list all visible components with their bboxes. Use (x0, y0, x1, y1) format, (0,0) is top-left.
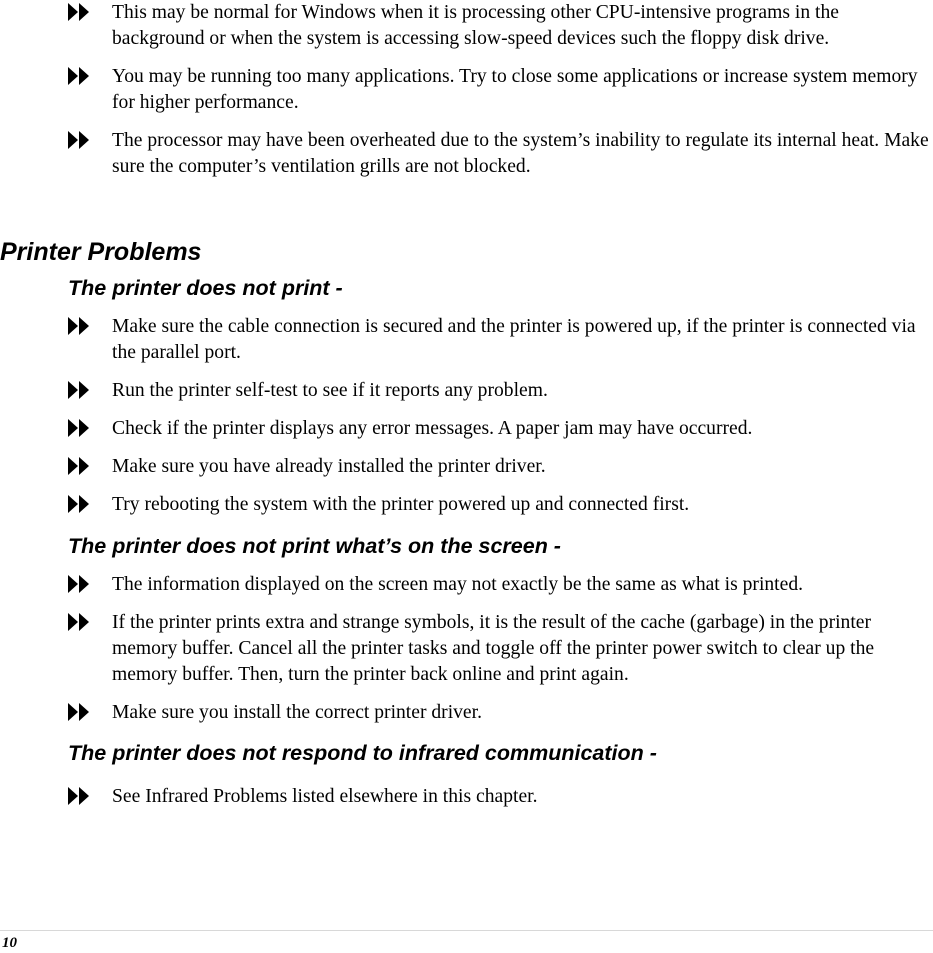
list-item (0, 314, 933, 366)
list-item (0, 610, 933, 688)
bullet-text: If the printer prints extra and strange symbols, it is the result of the cache (garbage) in the printer memory buffer. Cancel all the printer tasks and toggle off the printer power switch to clear up the memory buffer. Then, turn the printer back online and print again. (112, 612, 875, 685)
double-arrow-bullet-icon (68, 703, 90, 721)
footer-divider (0, 930, 933, 931)
double-arrow-bullet-icon (68, 131, 90, 149)
list-item (0, 572, 933, 598)
section-title: Printer Problems (0, 238, 202, 266)
subsection-heading: The printer does not respond to infrared communication - (68, 741, 657, 765)
double-arrow-bullet-icon (68, 457, 90, 475)
double-arrow-bullet-icon (68, 3, 90, 21)
list-item (0, 784, 933, 810)
list-item (0, 700, 933, 726)
double-arrow-bullet-icon (68, 787, 90, 805)
double-arrow-bullet-icon (68, 381, 90, 399)
intro-bullet-list (0, 0, 933, 192)
bullet-text: You may be running too many applications. Try to close some applications or increase system memory for higher performance. (112, 66, 918, 113)
subsection-bullet-list (0, 314, 933, 530)
bullet-text: The information displayed on the screen may not exactly be the same as what is printed. (112, 574, 804, 595)
bullet-text: Make sure you have already installed the printer driver. (112, 456, 546, 477)
bullet-text: See Infrared Problems listed elsewhere in this chapter. (112, 786, 538, 807)
bullet-text: This may be normal for Windows when it is processing other CPU-intensive programs in the background or when the system is accessing slow-speed devices such the floppy disk drive. (112, 2, 839, 49)
list-item (0, 454, 933, 480)
bullet-text: Run the printer self-test to see if it reports any problem. (112, 380, 548, 401)
page-number: 10 (2, 935, 17, 951)
bullet-text: Check if the printer displays any error messages. A paper jam may have occurred. (112, 418, 753, 439)
list-item (0, 416, 933, 442)
double-arrow-bullet-icon (68, 317, 90, 335)
subsection-heading: The printer does not print what’s on the screen - (68, 534, 561, 558)
subsection-bullet-list (0, 572, 933, 738)
subsection-heading: The printer does not print - (68, 276, 343, 300)
list-item (0, 492, 933, 518)
bullet-text: Try rebooting the system with the printer powered up and connected first. (112, 494, 690, 515)
bullet-text: The processor may have been overheated due to the system’s inability to regulate its internal heat. Make sure the computer’s ventilation grills are not blocked. (112, 130, 929, 177)
double-arrow-bullet-icon (68, 495, 90, 513)
double-arrow-bullet-icon (68, 67, 90, 85)
double-arrow-bullet-icon (68, 419, 90, 437)
bullet-text: Make sure the cable connection is secured and the printer is powered up, if the printer is connected via the parallel port. (112, 316, 916, 363)
list-item (0, 64, 933, 116)
double-arrow-bullet-icon (68, 575, 90, 593)
bullet-text: Make sure you install the correct printer driver. (112, 702, 482, 723)
list-item (0, 0, 933, 52)
subsection-bullet-list (0, 784, 933, 822)
double-arrow-bullet-icon (68, 613, 90, 631)
list-item (0, 378, 933, 404)
list-item (0, 128, 933, 180)
